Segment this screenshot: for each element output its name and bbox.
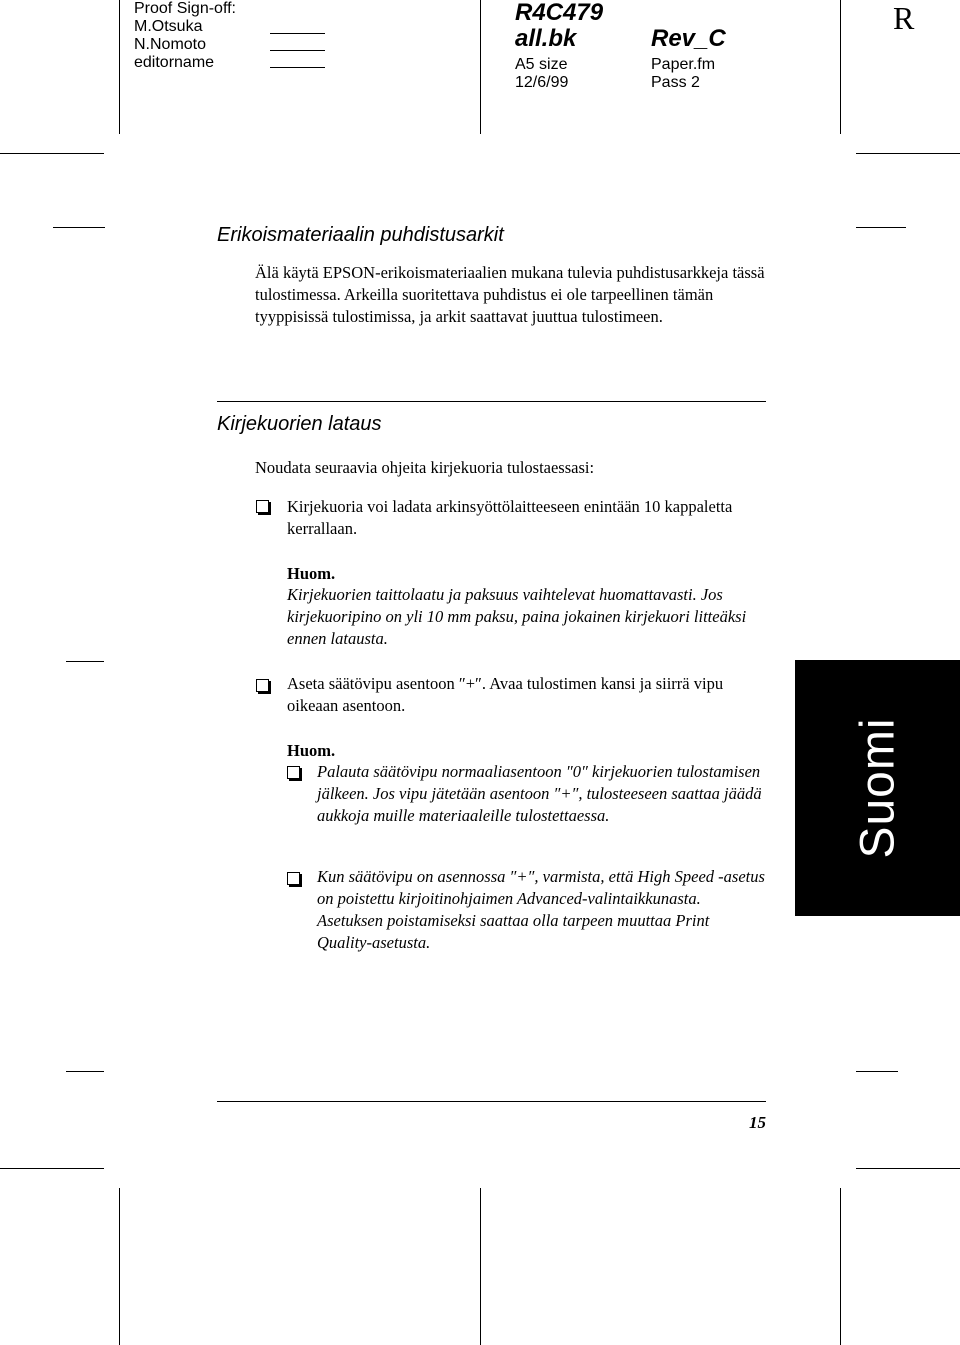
language-tab bbox=[795, 660, 960, 916]
crop-mark bbox=[0, 153, 104, 154]
checkbox-bullet-icon bbox=[287, 872, 300, 885]
signer-name: editorname bbox=[134, 54, 215, 71]
signature-line bbox=[270, 50, 325, 51]
trim-mark bbox=[840, 1188, 841, 1345]
book-file-name: all.bk bbox=[515, 25, 577, 52]
note-subitem: Palauta säätövipu normaaliasentoon ″0″ kirjekuorien tulostamisen jälkeen. Jos vipu jätetään asentoon ″+″, tulosteeseen saattaa jäädä aukkoja muille materiaaleille tulostettaessa. bbox=[317, 762, 762, 825]
checkbox-bullet-icon bbox=[256, 500, 269, 513]
note-text: Kirjekuorien taittolaatu ja paksuus vaihtelevat huomattavasti. Jos kirjekuoripino on yli 10 mm paksu, paina jokainen kirjekuori litteäksi ennen latausta. bbox=[287, 585, 747, 648]
note-title: Huom. bbox=[287, 564, 336, 583]
frame-file-name: Paper.fm bbox=[651, 56, 716, 73]
crop-mark bbox=[66, 1071, 104, 1072]
page-number: 15 bbox=[749, 1113, 766, 1132]
revision-label: Rev_C bbox=[651, 25, 726, 52]
section-rule bbox=[217, 401, 766, 402]
body-paragraph: Älä käytä EPSON-erikoismateriaalien mukana tulevia puhdistusarkkeja tässä tulostimessa. Arkeilla suoritettava puhdistus ei ole tarpeellinen tämän tyyppisissä tulostimissa, ja arkit saattavat juuttua tulostimeen. bbox=[255, 263, 765, 326]
proof-signoff-label: Proof Sign-off: bbox=[134, 0, 236, 17]
signature-line bbox=[270, 67, 325, 68]
crop-mark bbox=[0, 1168, 104, 1169]
trim-mark bbox=[119, 1188, 120, 1345]
trim-mark bbox=[480, 1188, 481, 1345]
section-heading: Kirjekuorien lataus bbox=[217, 413, 382, 435]
crop-mark bbox=[856, 1168, 960, 1169]
intro-text: Noudata seuraavia ohjeita kirjekuoria tulostaessasi: bbox=[255, 458, 595, 477]
checkbox-bullet-icon bbox=[256, 679, 269, 692]
section-heading: Erikoismateriaalin puhdistusarkit bbox=[217, 224, 504, 246]
trim-mark bbox=[840, 0, 841, 134]
signature-line bbox=[270, 33, 325, 34]
footer-rule bbox=[217, 1101, 766, 1102]
crop-mark bbox=[53, 227, 105, 228]
note-subitem: Kun säätövipu on asennossa ″+″, varmista, että High Speed -asetus on poistettu kirjoitinohjaimen Advanced-valintaikkunasta. Asetuksen poistamiseksi saattaa olla tarpeen muuttaa Print Quality-asetusta. bbox=[317, 867, 765, 952]
pass-number: Pass 2 bbox=[651, 74, 700, 91]
list-item: Aseta säätövipu asentoon ″+″. Avaa tulostimen kansi ja siirrä vipu oikeaan asentoon. bbox=[287, 674, 724, 715]
proof-date: 12/6/99 bbox=[515, 74, 569, 91]
corner-mark: R bbox=[893, 0, 915, 36]
trim-mark bbox=[119, 0, 120, 134]
crop-mark bbox=[856, 227, 906, 228]
crop-mark bbox=[856, 153, 960, 154]
trim-mark bbox=[480, 0, 481, 134]
crop-mark bbox=[66, 661, 104, 662]
language-tab-label: Suomi bbox=[851, 717, 904, 859]
signer-name: M.Otsuka bbox=[134, 18, 203, 35]
document-code: R4C479 bbox=[515, 0, 604, 26]
signer-name: N.Nomoto bbox=[134, 36, 207, 53]
list-item: Kirjekuoria voi ladata arkinsyöttölaitteeseen enintään 10 kappaletta kerrallaan. bbox=[287, 497, 733, 538]
checkbox-bullet-icon bbox=[287, 766, 300, 779]
note-title: Huom. bbox=[287, 741, 336, 760]
paper-size: A5 size bbox=[515, 56, 568, 73]
crop-mark bbox=[856, 1071, 898, 1072]
